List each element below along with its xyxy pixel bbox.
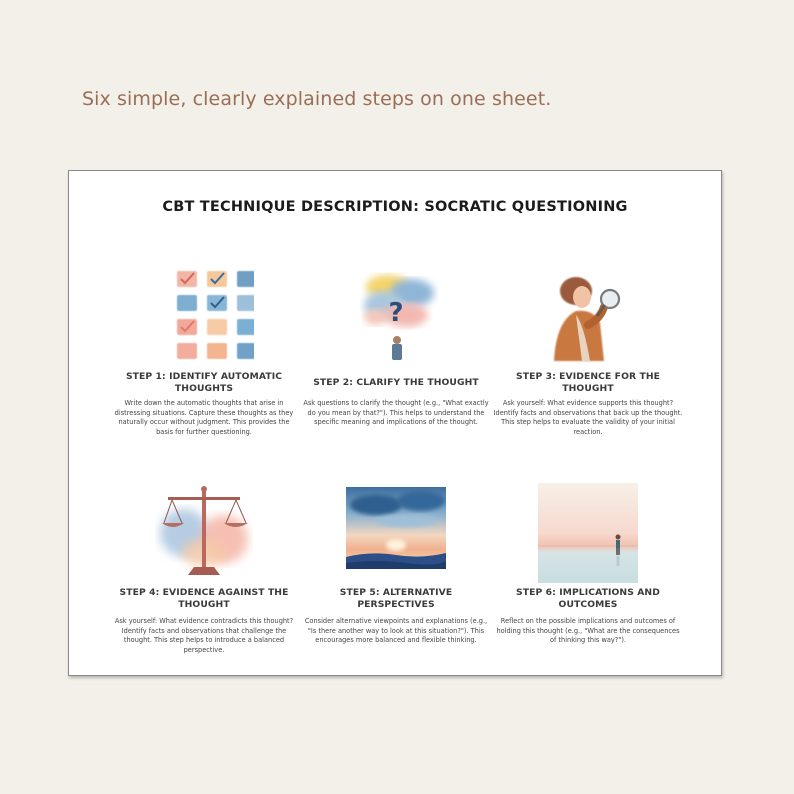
sunset-seascape-icon <box>346 483 446 583</box>
svg-text:?: ? <box>388 298 404 328</box>
step-6-description: Reflect on the possible implications and outcomes of holding this thought (e.g., "What are the consequences of thinking this way?"). <box>496 617 680 645</box>
question-cloud-icon <box>346 265 446 365</box>
step-6-title: STEP 6: IMPLICATIONS AND OUTCOMES <box>516 587 660 610</box>
step-2-title: STEP 2: CLARIFY THE THOUGHT <box>313 377 479 388</box>
worksheet <box>68 170 722 676</box>
balance-scale-icon <box>154 483 254 583</box>
step-4-title: STEP 4: EVIDENCE AGAINST THE THOUGHT <box>119 587 289 610</box>
step-5-description: Consider alternative viewpoints and explanations (e.g., "Is there another way to look at this situation?"). This encourages more balanced and flexible thinking. <box>304 617 488 645</box>
step-1-title: STEP 1: IDENTIFY AUTOMATIC THOUGHTS <box>125 371 283 394</box>
step-3-description: Ask yourself: What evidence supports this thought? Identify facts and observations that back up the thought. This step helps to evaluate the validity of your initial reaction. <box>493 399 683 436</box>
watercolor-checkbox-grid-icon <box>154 265 254 365</box>
step-5-title: STEP 5: ALTERNATIVE PERSPECTIVES <box>339 587 453 610</box>
step-3-title: STEP 3: EVIDENCE FOR THE THOUGHT <box>516 371 660 394</box>
magnifying-glass-person-icon <box>538 265 638 365</box>
headline: Six simple, clearly explained steps on one sheet. <box>82 88 552 110</box>
step-1-description: Write down the automatic thoughts that arise in distressing situations. Capture these thoughts as they naturally occur without judgment. This provides the basis for further questioning. <box>114 399 294 436</box>
person-by-lake-icon <box>538 483 638 583</box>
step-4-description: Ask yourself: What evidence contradicts this thought? Identify facts and observations that challenge the thought. This step helps to introduce a balanced perspective. <box>114 617 294 654</box>
sheet-title: CBT TECHNIQUE DESCRIPTION: SOCRATIC QUESTIONING <box>162 199 628 215</box>
step-2-description: Ask questions to clarify the thought (e.g., "What exactly do you mean by that?"). This helps to understand the specific meaning and implications of the thought. <box>303 399 489 427</box>
